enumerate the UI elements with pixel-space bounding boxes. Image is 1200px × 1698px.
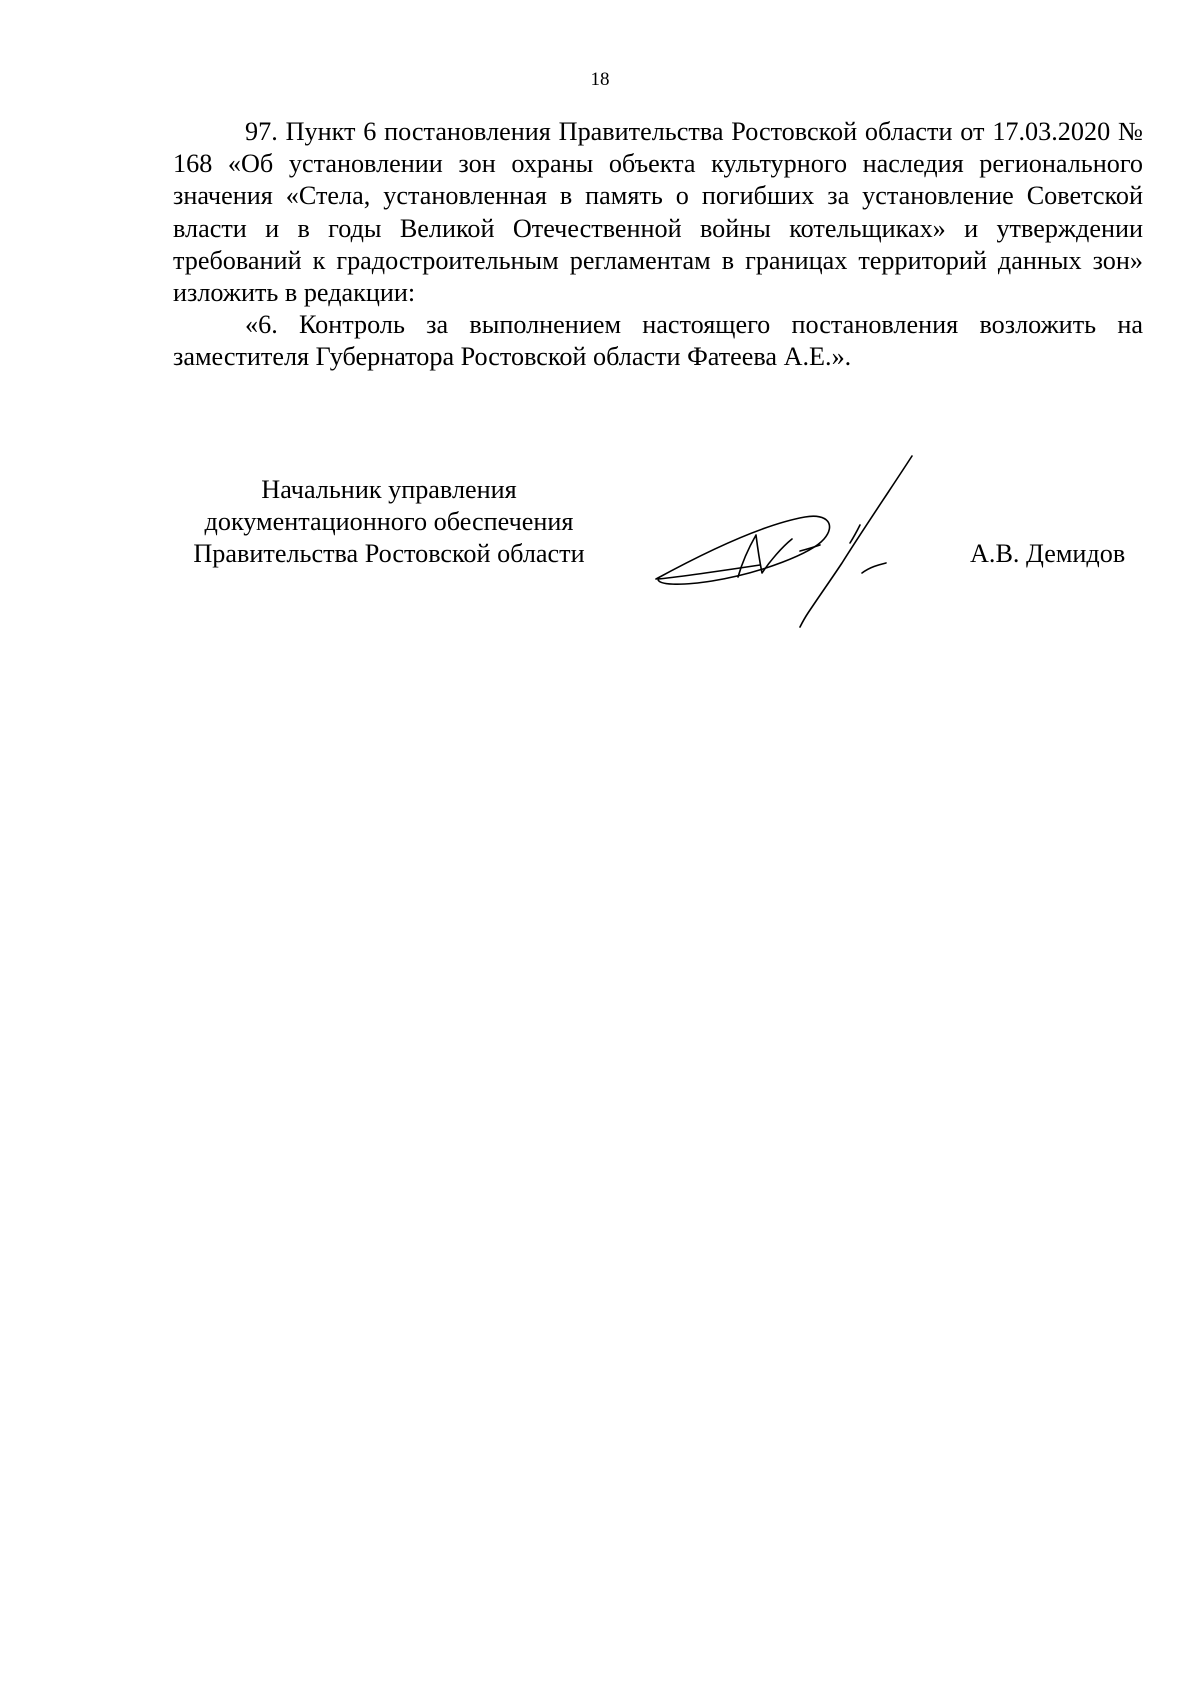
signature-stroke-flick (850, 525, 886, 573)
signature-stroke-long (800, 456, 912, 627)
position-line: документационного обеспечения (204, 507, 574, 536)
position-line: Начальник управления (261, 475, 517, 504)
paragraph-97: 97. Пункт 6 постановления Правительства Ростовской области от 17.03.2020 № 168 «Об установлении зон охраны объекта культурного наследия регионального значения «Стела, установленная в память о погибших за установление Советской власти и в годы Великой Отечественной войны котельщиках» и утверждении требований к градостроительным регламентам в границах территорий данных зон» изложить в редакции: (173, 117, 1143, 308)
position-line: Правительства Ростовской области (193, 539, 585, 568)
signer-name: А.В. Демидов (970, 539, 1126, 568)
paragraph-6-amendment: «6. Контроль за выполнением настоящего постановления возложить на заместителя Губернатора Ростовской области Фатеева А.Е.». (173, 310, 1143, 372)
document-body (173, 116, 1143, 374)
signatory-position (173, 474, 605, 570)
signature-stroke-letter (738, 535, 792, 577)
page-number: 18 (590, 69, 610, 90)
handwritten-signature (650, 455, 950, 630)
